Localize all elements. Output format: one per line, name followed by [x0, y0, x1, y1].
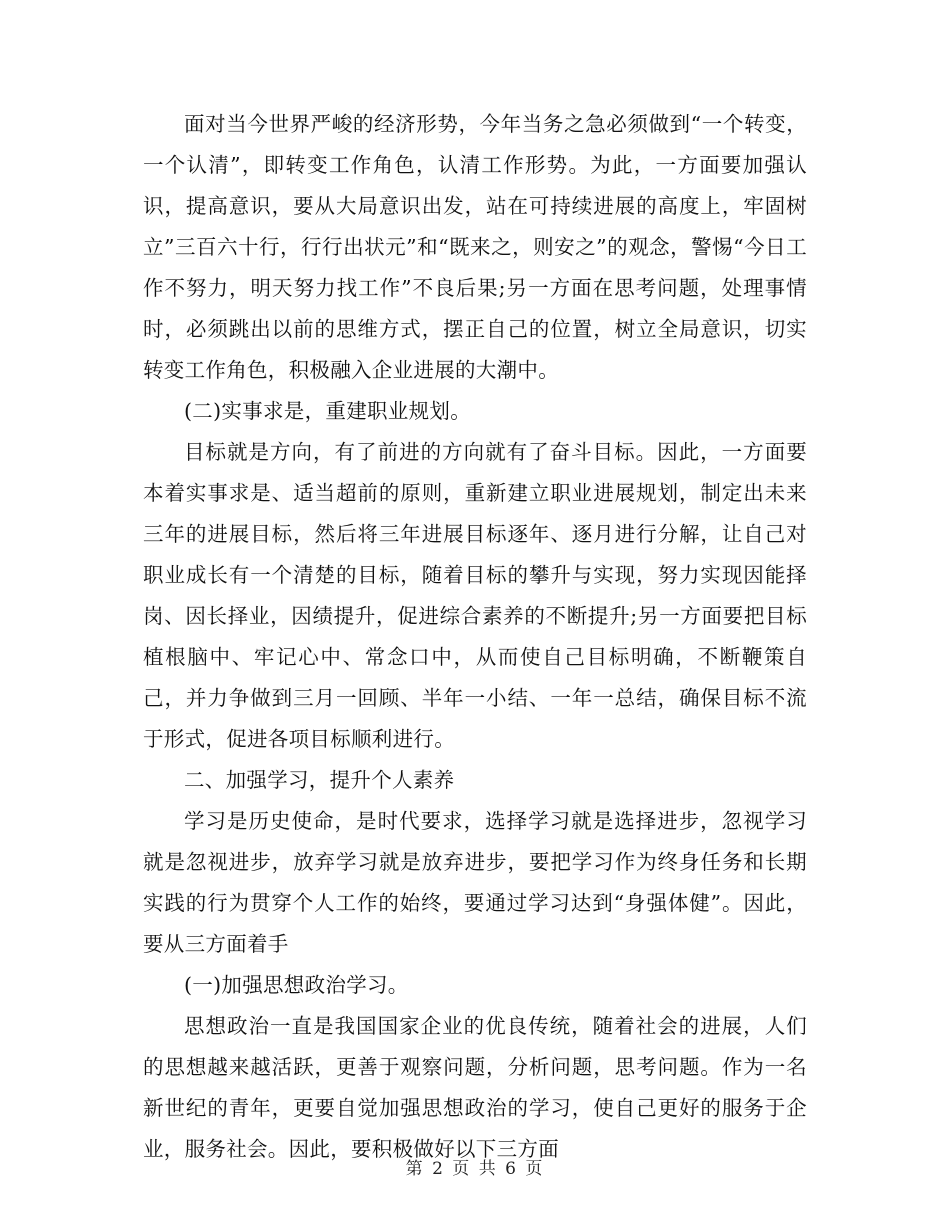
heading-career-planning: (二)实事求是，重建职业规划。	[184, 399, 471, 423]
document-body	[143, 104, 807, 1170]
paragraph-learning: 学习是历史使命，是时代要求，选择学习就是选择进步，忽视学习就是忽视进步，放弃学习就是放弃进步，要把学习作为终身任务和长期实践的行为贯穿个人工作的始终，要通过学习达到“身强体健”。因此，要从三方面着手	[143, 809, 807, 956]
paragraph-political-study: 思想政治一直是我国国家企业的优良传统，随着社会的进展，人们的思想越来越活跃，更善于观察问题，分析问题，思考问题。作为一名新世纪的青年，更要自觉加强思想政治的学习，使自己更好的服务于企业，服务社会。因此，要积极做好以下三方面	[143, 1014, 807, 1161]
paragraph-situation: 面对当今世界严峻的经济形势，今年当务之急必须做到“一个转变，一个认清”，即转变工作角色，认清工作形势。为此，一方面要加强认识，提高意识，要从大局意识出发，站在可持续进展的高度上，牢固树立”三百六十行，行行出状元”和“既来之，则安之”的观念，警惕“今日工作不努力，明天努力找工作”不良后果;另一方面在思考问题，处理事情时，必须跳出以前的思维方式，摆正自己的位置，树立全局意识，切实转变工作角色，积极融入企业进展的大潮中。	[143, 112, 807, 382]
paragraph-goals: 目标就是方向，有了前进的方向就有了奋斗目标。因此，一方面要本着实事求是、适当超前的原则，重新建立职业进展规划，制定出未来三年的进展目标，然后将三年进展目标逐年、逐月进行分解，让自己对职业成长有一个清楚的目标，随着目标的攀升与实现，努力实现因能择岗、因长择业，因绩提升，促进综合素养的不断提升;另一方面要把目标植根脑中、牢记心中、常念口中，从而使自己目标明确，不断鞭策自己，并力争做到三月一回顾、半年一小结、一年一总结，确保目标不流于形式，促进各项目标顺利进行。	[143, 440, 807, 751]
heading-strengthen-learning: 二、加强学习，提升个人素养	[184, 768, 455, 792]
heading-political-study: (一)加强思想政治学习。	[184, 973, 409, 997]
page-number-footer: 第 2 页 共 6 页	[405, 1159, 545, 1179]
